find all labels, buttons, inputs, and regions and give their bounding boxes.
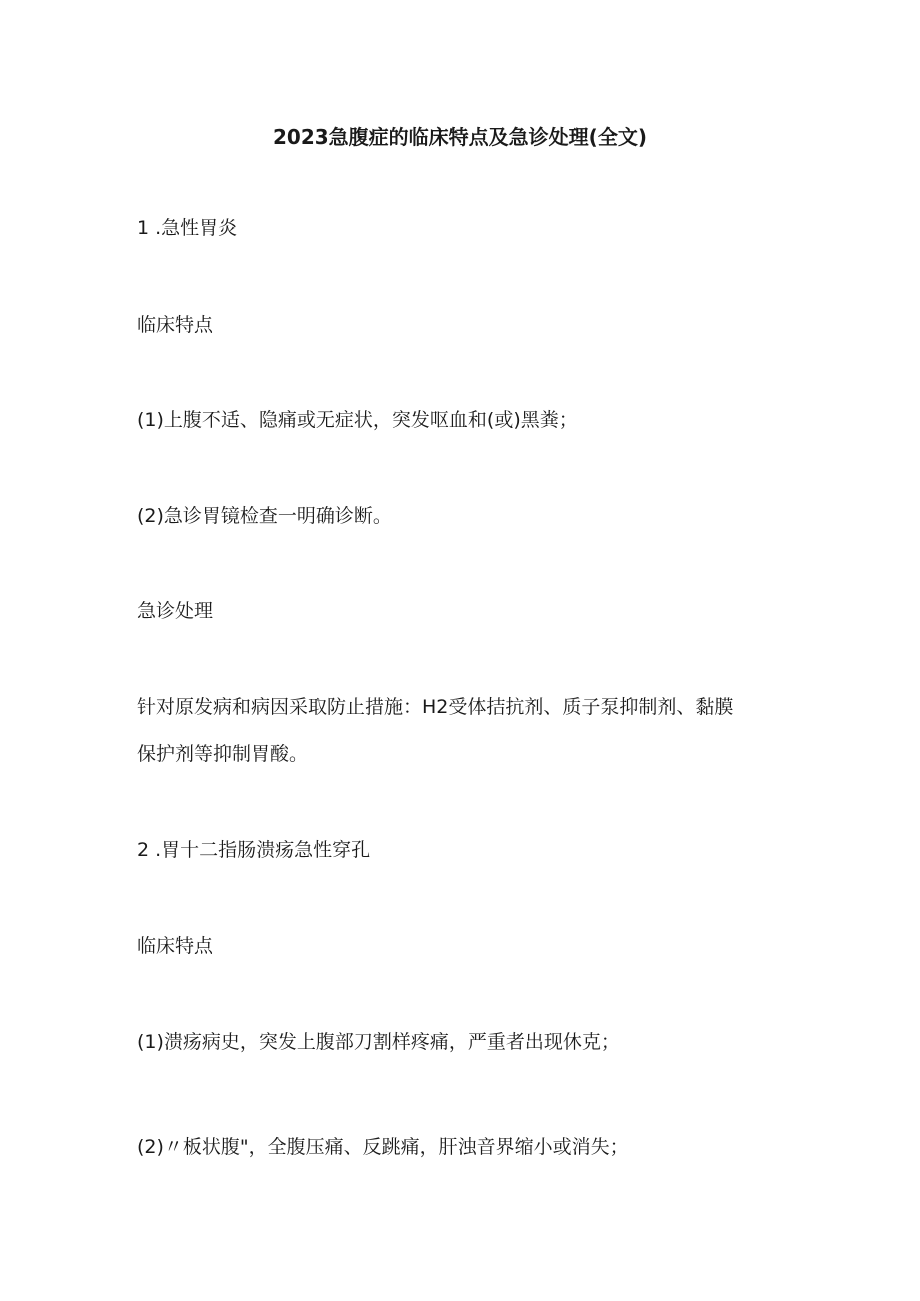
document-title: 2023急腹症的临床特点及急诊处理(全文) — [273, 125, 647, 149]
clinical-item: (1)上腹不适、隐痛或无症状，突发呕血和(或)黑粪； — [137, 409, 578, 431]
treatment-text: 针对原发病和病因采取防止措施：H2受体拮抗剂、质子泵抑制剂、黏膜 — [137, 696, 734, 718]
section-heading: 2 .胃十二指肠溃疡急性穿孔 — [137, 839, 371, 861]
clinical-features-label: 临床特点 — [137, 314, 214, 336]
clinical-item: (1)溃疡病史，突发上腹部刀割样疼痛，严重者出现休克； — [137, 1031, 620, 1053]
section-heading: 1 .急性胃炎 — [137, 217, 238, 239]
treatment-text: 保护剂等抑制胃酸。 — [137, 743, 309, 765]
clinical-features-label: 临床特点 — [137, 935, 214, 957]
clinical-item: (2)〃板状腹"，全腹压痛、反跳痛，肝浊音界缩小或消失； — [137, 1136, 629, 1158]
clinical-item: (2)急诊胃镜检查一明确诊断。 — [137, 505, 392, 527]
treatment-label: 急诊处理 — [137, 600, 214, 622]
